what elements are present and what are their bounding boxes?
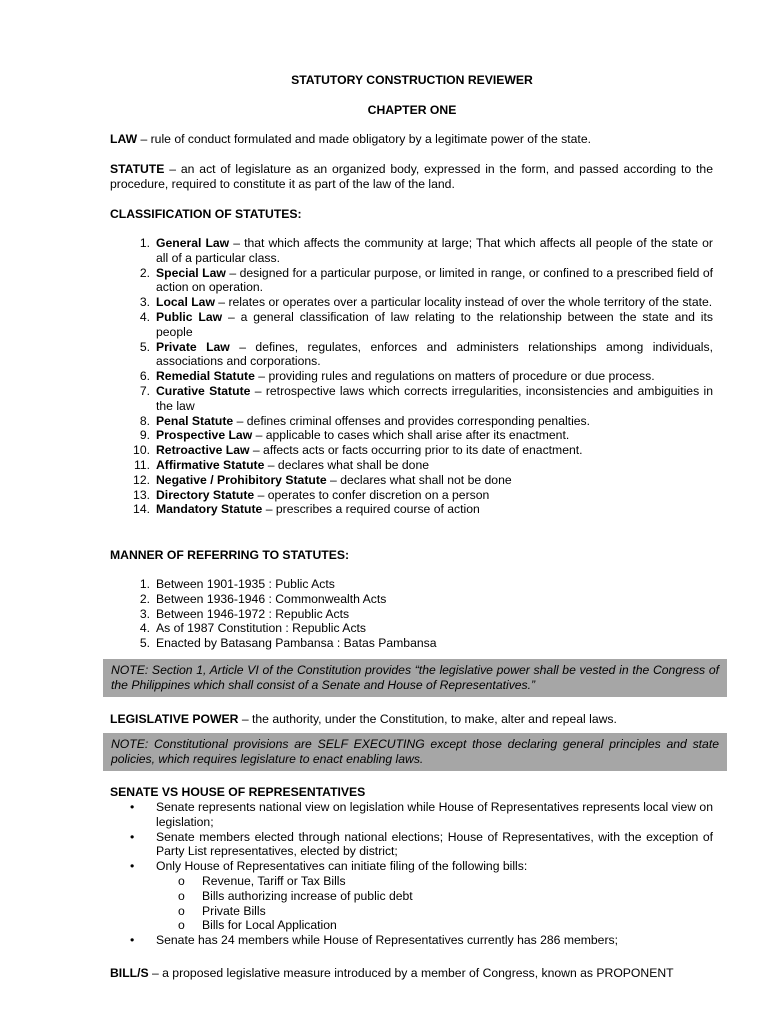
- list-item: [110, 458, 713, 473]
- circle-bullet-icon: o: [178, 903, 185, 918]
- circle-bullet-icon: o: [178, 918, 185, 933]
- senate-heading: SENATE VS HOUSE OF REPRESENTATIVES: [110, 785, 366, 799]
- bills-sublist: [156, 874, 713, 933]
- list-item-text: Between 1946-1972 : Republic Acts: [156, 606, 350, 621]
- list-number: 5.: [139, 339, 150, 354]
- list-number: 3.: [139, 606, 150, 621]
- list-item: [110, 310, 713, 340]
- bullet-icon: •: [130, 800, 135, 814]
- bills-text: – a proposed legislative measure introduced by a member of Congress, known as PROPONENT: [148, 966, 674, 980]
- list-item: [110, 621, 713, 636]
- list-item: • Senate has 24 members while House of Representatives currently has 286 members;: [130, 933, 619, 948]
- statute-type-term: Special Law: [156, 265, 226, 280]
- classification-heading: CLASSIFICATION OF STATUTES:: [110, 207, 302, 221]
- list-item-text: – affects acts or facts occurring prior to its date of enactment.: [249, 443, 583, 458]
- list-item-text: – a general classification of law relating to the relationship between the state and its people: [156, 309, 713, 339]
- list-number: 3.: [139, 295, 150, 310]
- bullet-icon: •: [130, 859, 135, 874]
- list-number: 14.: [133, 502, 150, 517]
- statute-type-term: Mandatory Statute: [156, 502, 263, 517]
- list-item: [110, 592, 713, 607]
- list-item-text: – relates or operates over a particular locality instead of over the whole territory of the state.: [214, 295, 713, 310]
- list-item: o Revenue, Tariff or Tax Bills: [178, 873, 346, 888]
- list-item-text: – prescribes a required course of action: [262, 502, 480, 517]
- list-item: [110, 384, 713, 414]
- law-term: LAW: [110, 132, 138, 146]
- list-item: [110, 266, 713, 296]
- list-item: [110, 473, 713, 488]
- list-number: 1.: [139, 236, 150, 250]
- statute-type-term: Retroactive Law: [156, 443, 250, 458]
- list-number: 4.: [139, 621, 150, 636]
- list-item-text: – providing rules and regulations on matters of procedure or due process.: [254, 369, 655, 384]
- list-item: [110, 577, 713, 592]
- list-number: 11.: [133, 457, 150, 472]
- list-item: [110, 488, 713, 503]
- list-item-text: – that which affects the community at large; That which affects all people of the state or all of a particular class.: [156, 236, 713, 265]
- circle-bullet-icon: o: [178, 873, 185, 888]
- list-item-text: – declares what shall be done: [264, 457, 429, 472]
- list-item-text: Between 1936-1946 : Commonwealth Acts: [156, 591, 387, 606]
- list-item: [110, 369, 713, 384]
- statute-type-term: Local Law: [156, 295, 215, 310]
- list-item-text: – applicable to cases which shall arise after its enactment.: [252, 428, 570, 443]
- statute-type-term: Directory Statute: [156, 487, 255, 502]
- list-item: [110, 443, 713, 458]
- note-self-executing: NOTE: Constitutional provisions are SELF EXECUTING except those declaring general principles and state policies, which requires legislature to enact enabling laws.: [103, 733, 727, 771]
- bullet-icon: •: [130, 933, 135, 948]
- statute-type-term: Penal Statute: [156, 413, 234, 428]
- list-number: 2.: [139, 591, 150, 606]
- list-item: [110, 414, 713, 429]
- statute-type-term: Remedial Statute: [156, 369, 255, 384]
- list-item: [110, 236, 713, 266]
- legislative-power-text: – the authority, under the Constitution, to make, alter and repeal laws.: [238, 712, 617, 726]
- list-item: [110, 295, 713, 310]
- list-item-text: Between 1901-1935 : Public Acts: [156, 577, 335, 591]
- list-item: • Senate members elected through national elections; House of Representatives, with the exception of Party List representatives, elected by district;: [130, 829, 713, 859]
- list-item-text: – retrospective laws which corrects irregularities, inconsistencies and ambiguities in the law: [156, 383, 713, 413]
- list-number: 5.: [139, 636, 150, 651]
- manner-heading: MANNER OF REFERRING TO STATUTES:: [110, 548, 350, 562]
- list-item-text: – declares what shall not be done: [326, 472, 512, 487]
- statute-type-term: Public Law: [156, 309, 223, 324]
- classification-list: [110, 236, 713, 517]
- list-item: [110, 636, 713, 651]
- list-number: 10.: [133, 443, 150, 458]
- bullet-icon: •: [130, 829, 135, 844]
- statute-type-term: Negative / Prohibitory Statute: [156, 472, 327, 487]
- law-definition: [110, 132, 713, 147]
- statute-type-term: General Law: [156, 236, 230, 250]
- list-item-text: – operates to confer discretion on a person: [254, 487, 490, 502]
- list-item-text: As of 1987 Constitution : Republic Acts: [156, 621, 367, 636]
- legislative-power-term: LEGISLATIVE POWER: [110, 712, 239, 726]
- circle-bullet-icon: o: [178, 888, 185, 903]
- bills-term: BILL/S: [110, 966, 149, 980]
- list-number: 8.: [139, 413, 150, 428]
- legislative-power-definition: [110, 712, 713, 727]
- list-number: 13.: [133, 487, 150, 502]
- statute-text: – an act of legislature as an organized body, expressed in the form, and passed according to the procedure, required to constitute it as part of the law of the land.: [110, 162, 713, 191]
- law-text: – rule of conduct formulated and made obligatory by a legitimate power of the state.: [137, 132, 591, 146]
- list-number: 4.: [139, 309, 150, 324]
- bills-definition: [110, 966, 713, 981]
- list-number: 6.: [139, 369, 150, 384]
- note-legislative-power-vested: NOTE: Section 1, Article VI of the Constitution provides “the legislative power shall be vested in the Congress of the Philippines which shall consist of a Senate and House of Representatives.”: [103, 659, 727, 697]
- list-number: 9.: [139, 428, 150, 443]
- list-item: • Senate represents national view on legislation while House of Representatives represents local view on legislation;: [130, 800, 713, 829]
- list-item: o Bills for Local Application: [178, 918, 337, 933]
- statute-type-term: Prospective Law: [156, 428, 253, 443]
- list-number: 12.: [133, 472, 150, 487]
- list-item: [110, 428, 713, 443]
- list-item: • Only House of Representatives can initiate filing of the following bills: o Revenue, Tariff or Tax Bills o Bills authorizing increase of public debt o Private Bills o Bills for Local Application: [110, 859, 713, 933]
- statute-term: STATUTE: [110, 162, 165, 176]
- document-title: STATUTORY CONSTRUCTION REVIEWER: [291, 73, 533, 87]
- statute-type-term: Private Law: [156, 339, 230, 354]
- chapter-heading: CHAPTER ONE: [367, 103, 457, 117]
- list-number: 1.: [139, 577, 150, 591]
- list-number: 2.: [139, 265, 150, 280]
- list-item: [110, 502, 713, 517]
- list-item: o Bills authorizing increase of public debt: [178, 888, 413, 903]
- list-item-text: – designed for a particular purpose, or limited in range, or confined to a prescribed field of action on operation.: [156, 265, 713, 295]
- statute-type-term: Affirmative Statute: [156, 457, 265, 472]
- list-item-text: – defines, regulates, enforces and administers relationships among individuals, associations and corporations.: [156, 339, 713, 369]
- senate-vs-house-list: [110, 800, 713, 948]
- list-item: [110, 340, 713, 370]
- statute-type-term: Curative Statute: [156, 383, 251, 398]
- statute-definition: [110, 162, 713, 192]
- list-item-text: Enacted by Batasang Pambansa : Batas Pambansa: [156, 636, 437, 651]
- list-item-text: – defines criminal offenses and provides corresponding penalties.: [233, 413, 591, 428]
- manner-list: [110, 577, 713, 651]
- list-number: 7.: [139, 383, 150, 398]
- list-item: o Private Bills: [178, 903, 266, 918]
- list-item: [110, 607, 713, 622]
